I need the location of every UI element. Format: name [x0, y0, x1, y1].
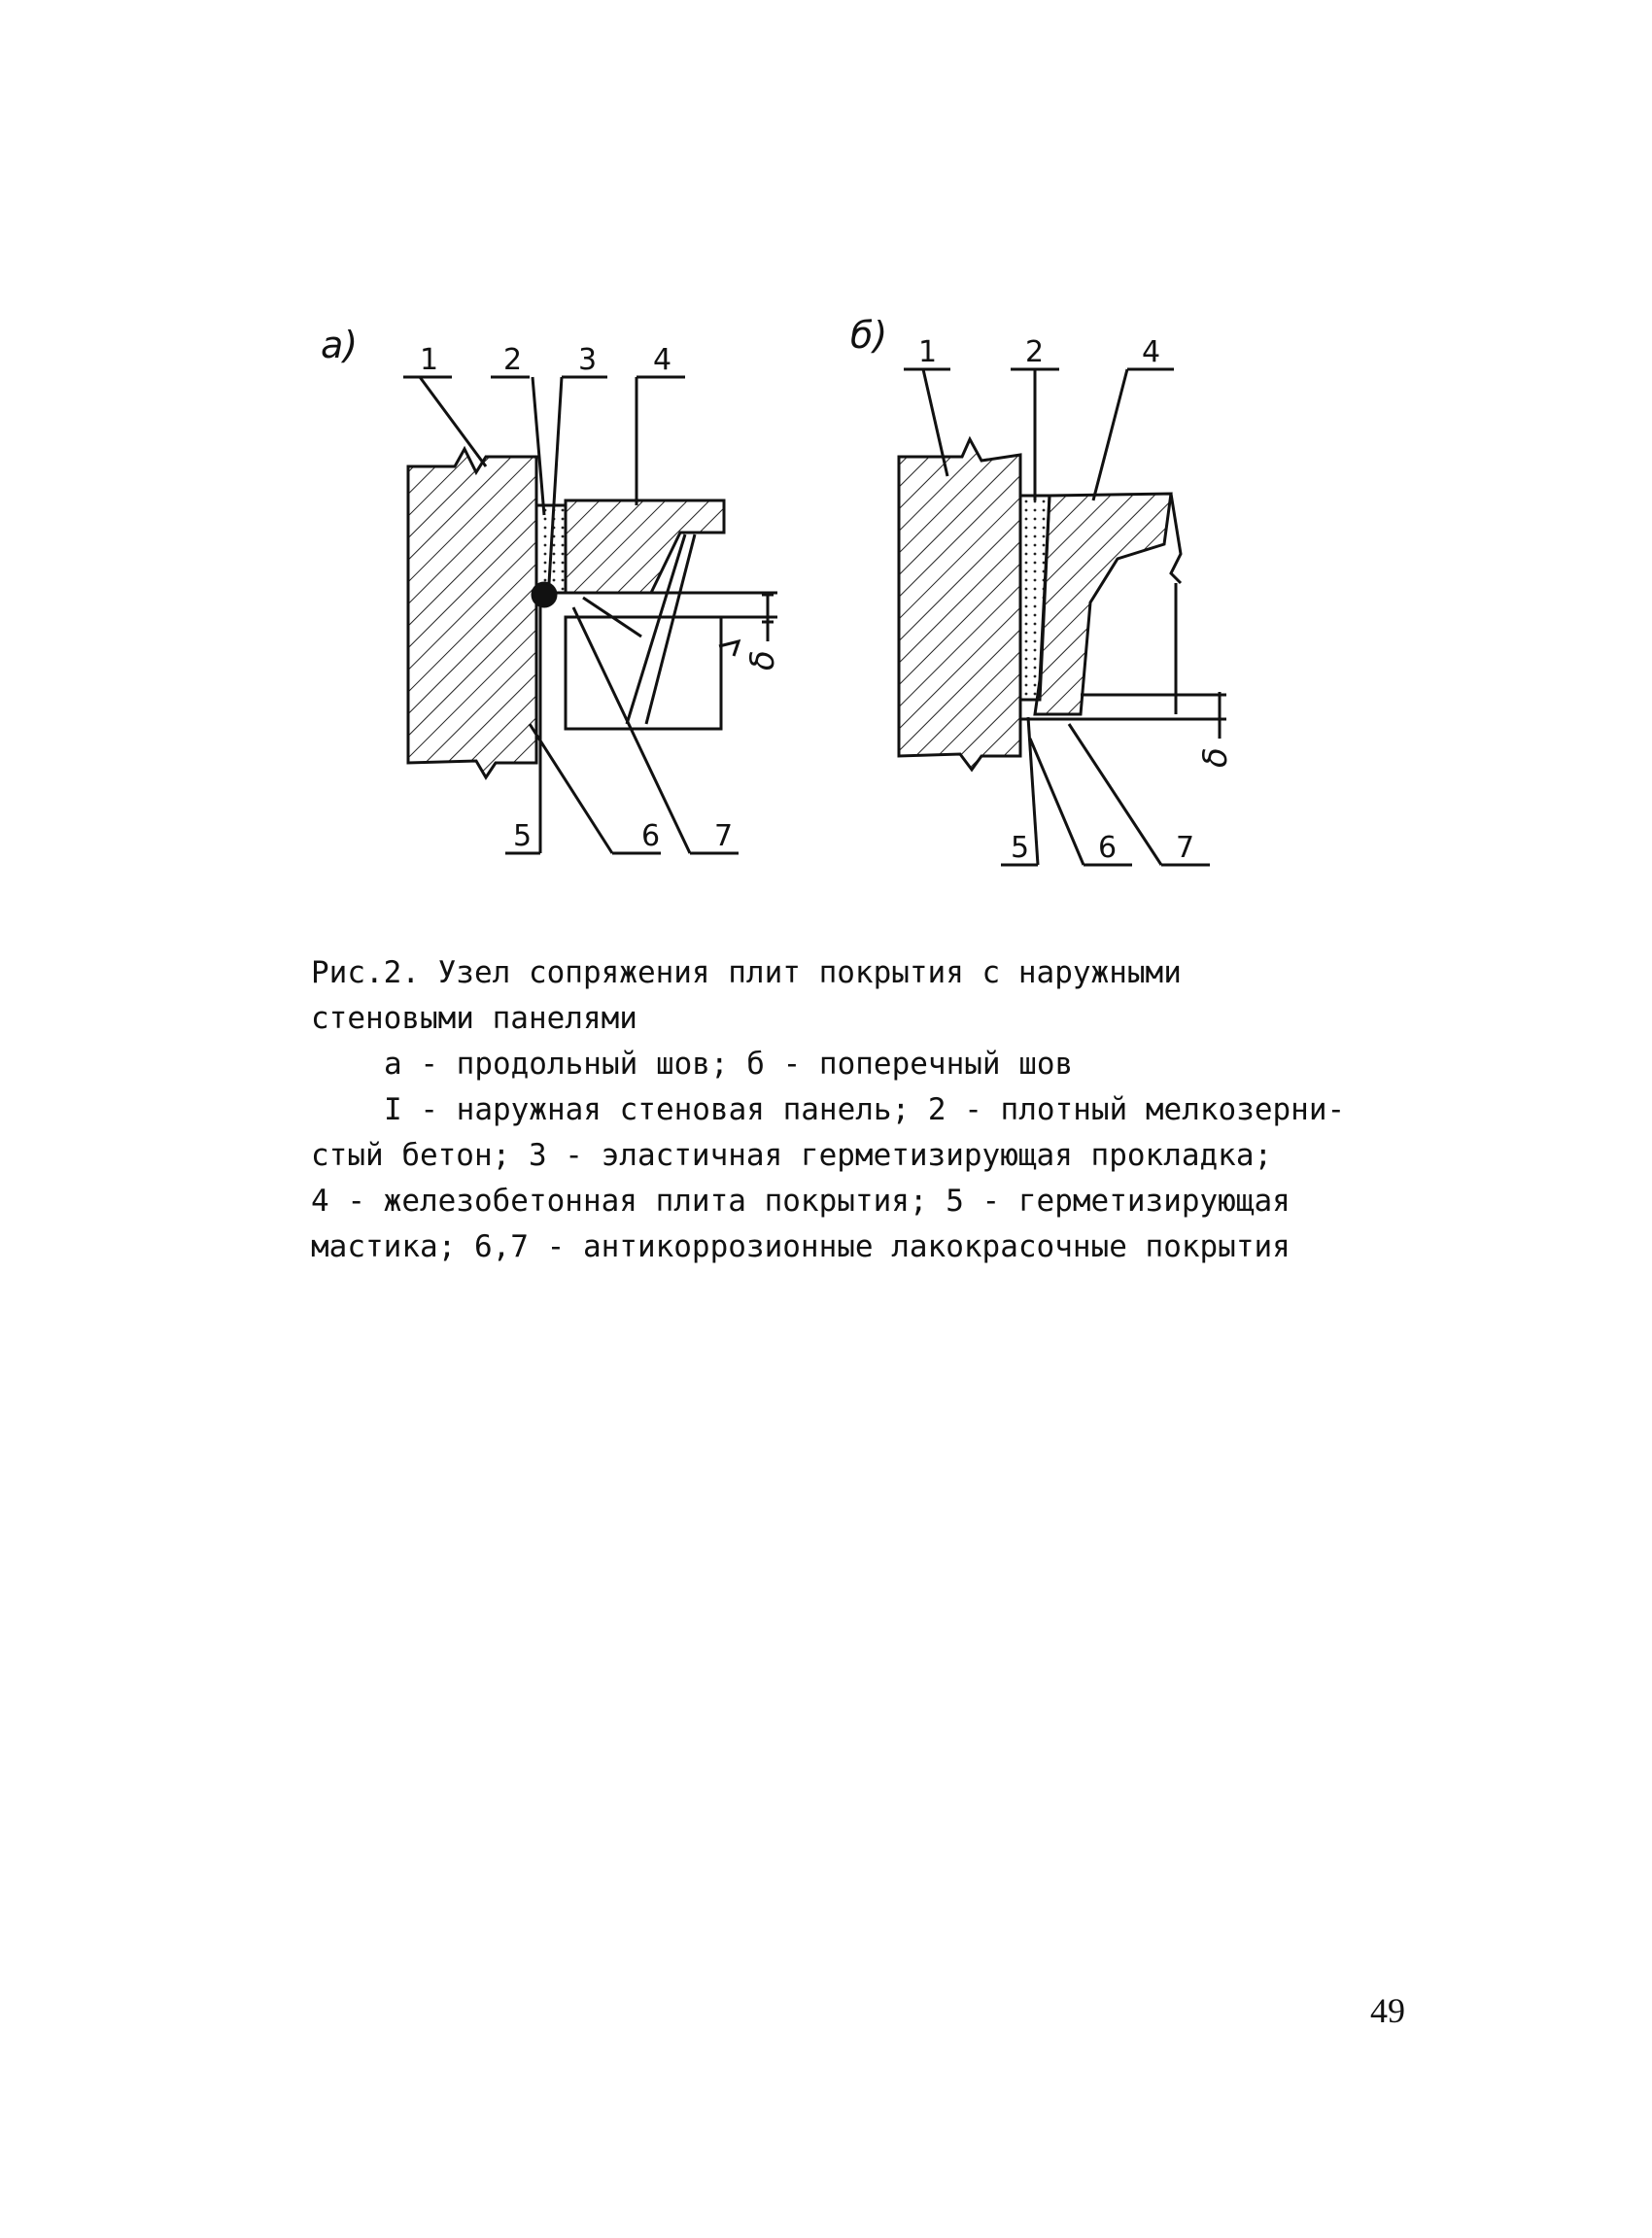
dimension-b: δ [1196, 747, 1235, 768]
callout-b-6: 6 [1098, 831, 1118, 865]
detail-b-label: б) [850, 314, 888, 357]
callout-a-5: 5 [513, 819, 533, 853]
roof-slab-b [1035, 494, 1171, 714]
caption-legend-line-2: стый бетон; 3 - эластичная герметизирующая прокладка; [311, 1138, 1273, 1173]
detail-a [321, 324, 782, 853]
dimension-a: δ [743, 650, 782, 671]
roof-slab-a [566, 500, 724, 593]
detail-b [850, 314, 1235, 865]
caption-legend-line-1: I - наружная стеновая панель; 2 - плотный мелкозерни- [384, 1092, 1346, 1127]
callout-b-7: 7 [1176, 831, 1195, 865]
sealing-gasket-a [533, 583, 556, 606]
callout-b-2: 2 [1025, 335, 1045, 369]
detail-a-label: а) [321, 324, 359, 366]
callout-b-1: 1 [918, 335, 938, 369]
caption-title-line-1: Рис.2. Узел сопряжения плит покрытия с наружными [311, 955, 1182, 990]
wall-panel-a [408, 449, 536, 777]
caption-subtitle: а - продольный шов; б - поперечный шов [384, 1047, 1074, 1082]
page-number: 49 [1370, 1991, 1405, 2030]
callout-a-4: 4 [653, 343, 672, 377]
caption-legend-line-4: мастика; 6,7 - антикоррозионные лакокрасочные покрытия [311, 1229, 1291, 1264]
caption-title-line-2: стеновыми панелями [311, 1001, 637, 1036]
callout-a-6: 6 [641, 819, 661, 853]
callout-a-3: 3 [578, 343, 598, 377]
callout-a-1: 1 [420, 343, 439, 377]
callout-b-5: 5 [1011, 831, 1030, 865]
figure-caption [311, 950, 1419, 1270]
callout-a-2: 2 [503, 343, 523, 377]
callout-a-7: 7 [714, 819, 734, 853]
caption-legend-line-3: 4 - железобетонная плита покрытия; 5 - герметизирующая [311, 1184, 1291, 1219]
figure-wall-roof-joint [0, 0, 1652, 972]
wall-panel-b [899, 439, 1020, 770]
callout-b-4: 4 [1142, 335, 1161, 369]
